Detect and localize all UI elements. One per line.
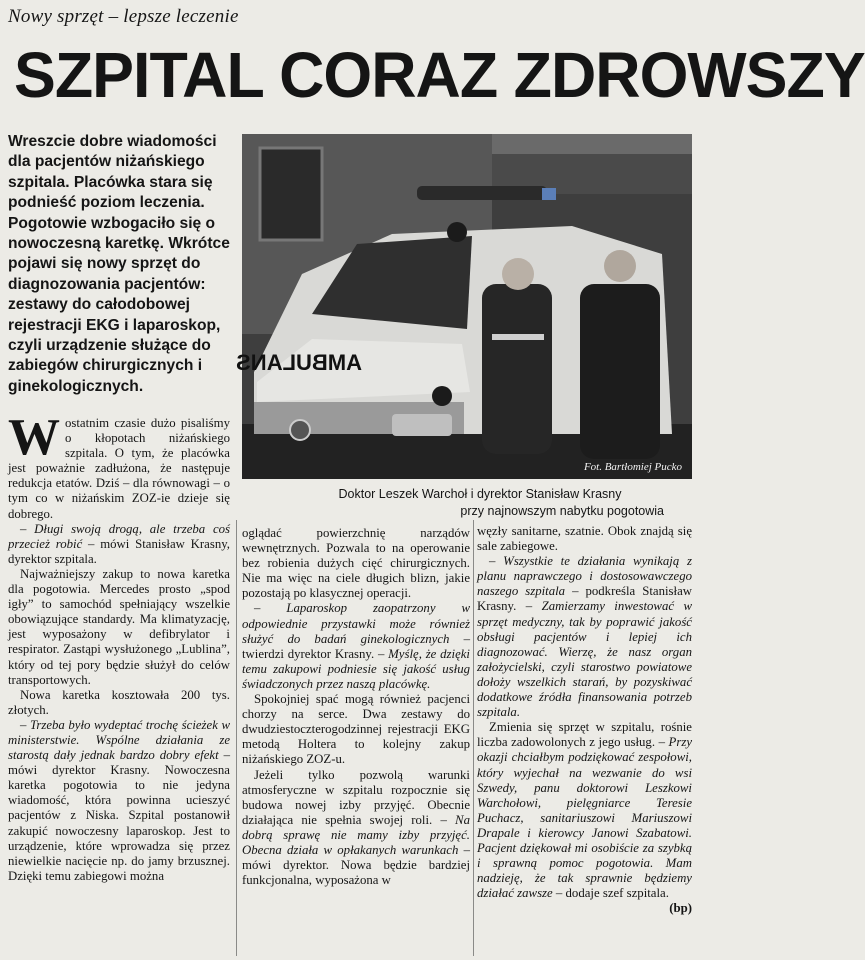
column-divider-1: [236, 520, 237, 956]
article-paragraph: Nowa karetka kosztowała 200 tys. złotych.: [8, 687, 230, 717]
article-paragraph: – Wszystkie te działania wynikają z planu naprawczego i dostosowawczego naszego szpitala – podkreśla Stanisław Krasny. – Zamierzamy inwestować w sprzęt medyczny, tak by poprawić jakość obsługi pacjentów i lepiej ich diagnozować. Wierzę, że nasz organ założycielski, czyli starostwo powiatowe dołoży wszelkich starań, by pozyskiwać dodatkowe źródła finansowania potrzeb szpitala.: [477, 554, 692, 720]
headline: SZPITAL CORAZ ZDROWSZY: [14, 39, 865, 111]
article-paragraph: Najważniejszy zakup to nowa karetka dla pogotowia. Mercedes prosto „spod igły” to samochód spełniający wszelkie obowiązujące standardy. Ma klimatyzację, jest wyposażony w defibrylator i respirator. Zastąpi wysłużonego „Lublina”, który od tej pory będzie służył do celów transportowych.: [8, 566, 230, 687]
ambulance-lettering: AMBULANS: [236, 350, 362, 375]
drop-cap: W: [8, 409, 60, 466]
kicker: Nowy sprzęt – lepsze leczenie: [8, 6, 239, 27]
article-paragraph: – Długi swoją drogą, ale trzeba coś przecież robić – mówi Stanisław Krasny, dyrektor szpitala.: [8, 521, 230, 566]
photo-credit: Fot. Bartłomiej Pucko: [583, 461, 682, 473]
article-paragraph: Spokojniej spać mogą również pacjenci chorzy na serce. Dwa zestawy do dwudziestoczterogodzinnej rejestracji EKG metodą Holtera to kolejny zakup niżańskiego ZOZ-u.: [242, 692, 470, 767]
article-column-2: [242, 526, 470, 888]
caption-line-1: Doktor Leszek Warchoł i dyrektor Stanisław Krasny: [338, 487, 622, 501]
article-column-1: [8, 409, 230, 884]
photo-caption: [290, 486, 670, 520]
article-paragraph: węzły sanitarne, szatnie. Obok znajdą się sale zabiegowe.: [477, 524, 692, 554]
caption-line-2: przy najnowszym nabytku pogotowia: [460, 504, 664, 518]
author-signature: (bp): [669, 901, 692, 916]
column-divider-2: [473, 520, 474, 956]
article-paragraph: Zmienia się sprzęt w szpitalu, rośnie liczba zadowolonych z jego usług. – Przy okazji chciałbym podziękować zespołowi, który wyjechał na wezwanie do wsi Szwedy, panu doktorowi Leszkowi Warchołowi, pielęgniarce Teresie Puchacz, sanitariuszowi Mariuszowi Drapale i kierowcy Janowi Szabatowi. Pacjent dziękował mi osobiście za szybką i sprawną pomoc pogotowia. Mam nadzieję, że tak sprawnie będziemy działać zawsze – dodaje szef szpitala. (bp): [477, 720, 693, 916]
article-paragraph: Jeżeli tylko pozwolą warunki atmosferyczne w szpitalu rozpocznie się budowa nowej izby przyjęć. Obecnie działająca nie spełnia swojej roli. – Na dobrą sprawę nie mamy izby przyjęć. Obecna działa w opłakanych warunkach – mówi dyrektor. Nowa będzie bardziej funkcjonalna, wyposażona w: [242, 767, 470, 888]
article-paragraph: Wostatnim czasie dużo pisaliśmy o kłopotach niżańskiego szpitala. O tym, że placówka jest poważnie zadłużona, że następuje redukcja etatów. Dziś – dla równowagi – o tym co w niżańskim ZOZ-ie dzieje się dobrego.: [8, 409, 230, 521]
ambulance-illustration: [236, 134, 692, 479]
ambulance-photo: [236, 134, 692, 479]
article-paragraph: – Trzeba było wydeptać trochę ścieżek w ministerstwie. Wspólne działania ze starostą dały jednak bardzo dobry efekt – mówi dyrektor Krasny. Nowoczesna karetka pogotowia to nie jedyna wiadomość, która powinna ucieszyć pacjentów z Niska. Szpital postanowił zakupić nowoczesny laparoskop. Jest to urządzenie, które wprowadza się przez niewielkie nacięcie np. do jamy brzusznej. Dzięki temu zabiegowi można: [8, 717, 230, 883]
lead-paragraph: Wreszcie dobre wiadomości dla pacjentów niżańskiego szpitala. Placówka stara się podnieść poziom leczenia. Pogotowie wzbogaciło się o nowoczesną karetkę. Wkrótce pojawi się nowy sprzęt do diagnozowania pacjentów: zestawy do całodobowej rejestracji EKG i laparoskop, czyli urządzenie służące do zabiegów chirurgicznych i ginekologicznych.: [8, 133, 230, 395]
article-paragraph: – Laparoskop zaopatrzony w odpowiednie przystawki może również służyć do badań ginekologicznych – twierdzi dyrektor Krasny. – Myślę, że dzięki temu zakupowi podniesie się jakość usług świadczonych przez naszą placówkę.: [242, 601, 470, 691]
article-paragraph: oglądać powierzchnię narządów wewnętrznych. Pozwala to na operowanie bez robienia dużych cięć chirurgicznych. Nie ma więc na ciele długich blizn, jakie pozostają po klasycznej operacji.: [242, 526, 470, 601]
article-column-3: [477, 524, 692, 916]
